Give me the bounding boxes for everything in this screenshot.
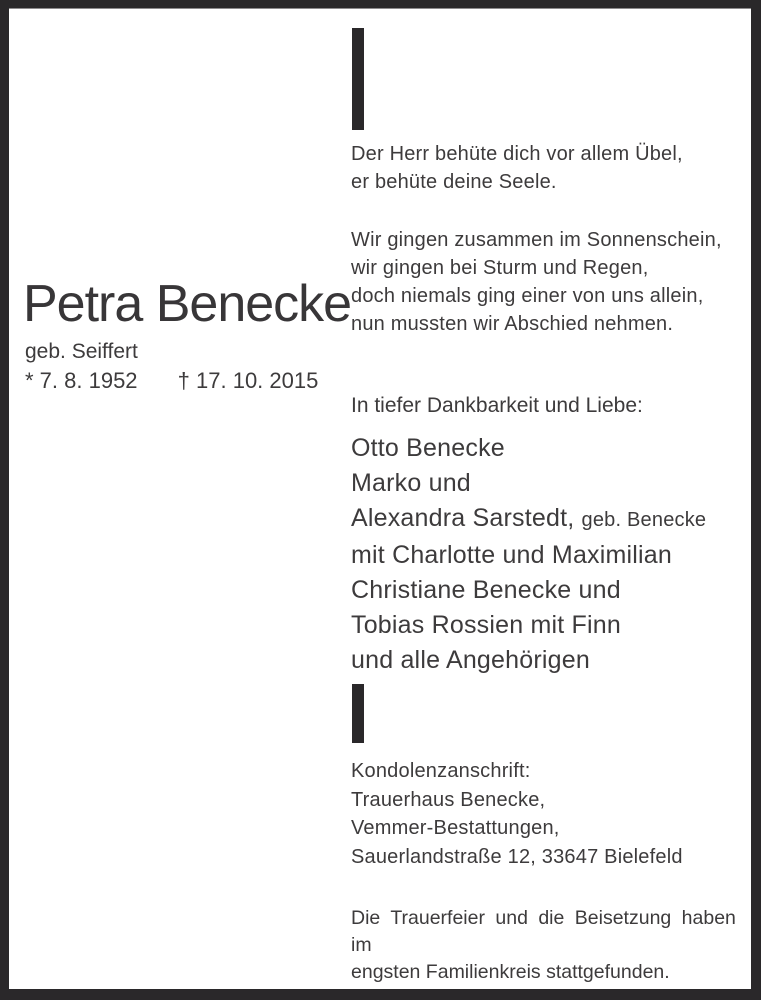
mourner-line: Marko und <box>351 469 471 497</box>
condolence-line: Trauerhaus Benecke, <box>351 788 546 811</box>
poem-line: Wir gingen zusammen im Sonnenschein, <box>351 229 722 251</box>
mourner-line: Otto Benecke <box>351 434 505 462</box>
deceased-name: Petra Benecke <box>23 275 352 333</box>
condolence-line: Vemmer-Bestattungen, <box>351 817 560 839</box>
mourner-line <box>351 501 706 538</box>
death-date: † 17. 10. 2015 <box>177 368 319 393</box>
memorial-bar-bottom <box>352 684 364 743</box>
maiden-name: geb. Seiffert <box>25 340 138 363</box>
mourner-line: Tobias Rossien mit Finn <box>351 611 621 639</box>
mourner-line: Christiane Benecke und <box>351 576 621 604</box>
mourner-line: mit Charlotte und Maximilian <box>351 541 672 569</box>
mourner-name: Alexandra Sarstedt, <box>351 504 575 532</box>
life-dates <box>25 368 318 394</box>
funeral-note <box>351 905 753 986</box>
poem-line: doch niemals ging einer von uns allein, <box>351 285 704 307</box>
condolence-line: Sauerlandstraße 12, 33647 Bielefeld <box>351 845 683 868</box>
mourners-list <box>351 431 706 678</box>
memorial-bar-top <box>352 28 364 130</box>
condolence-address <box>351 757 683 871</box>
mourner-line: und alle Angehörigen <box>351 646 590 674</box>
blessing-line: er behüte deine Seele. <box>351 171 557 193</box>
top-hairline <box>9 8 751 9</box>
blessing-verse <box>351 140 683 196</box>
poem-line: wir gingen bei Sturm und Regen, <box>351 257 649 279</box>
funeral-note-line: Die Trauerfeier und die Beisetzung haben im <box>351 907 736 956</box>
poem-line: nun mussten wir Abschied nehmen. <box>351 313 674 335</box>
gratitude-intro: In tiefer Dankbarkeit und Liebe: <box>351 394 643 417</box>
condolence-label: Kondolenzanschrift: <box>351 760 531 782</box>
funeral-note-line: engsten Familienkreis stattgefunden. <box>351 961 670 983</box>
farewell-poem <box>351 226 722 338</box>
birth-date: * 7. 8. 1952 <box>25 368 138 393</box>
mourner-maiden-name: geb. Benecke <box>581 509 707 531</box>
blessing-line: Der Herr behüte dich vor allem Übel, <box>351 143 683 165</box>
